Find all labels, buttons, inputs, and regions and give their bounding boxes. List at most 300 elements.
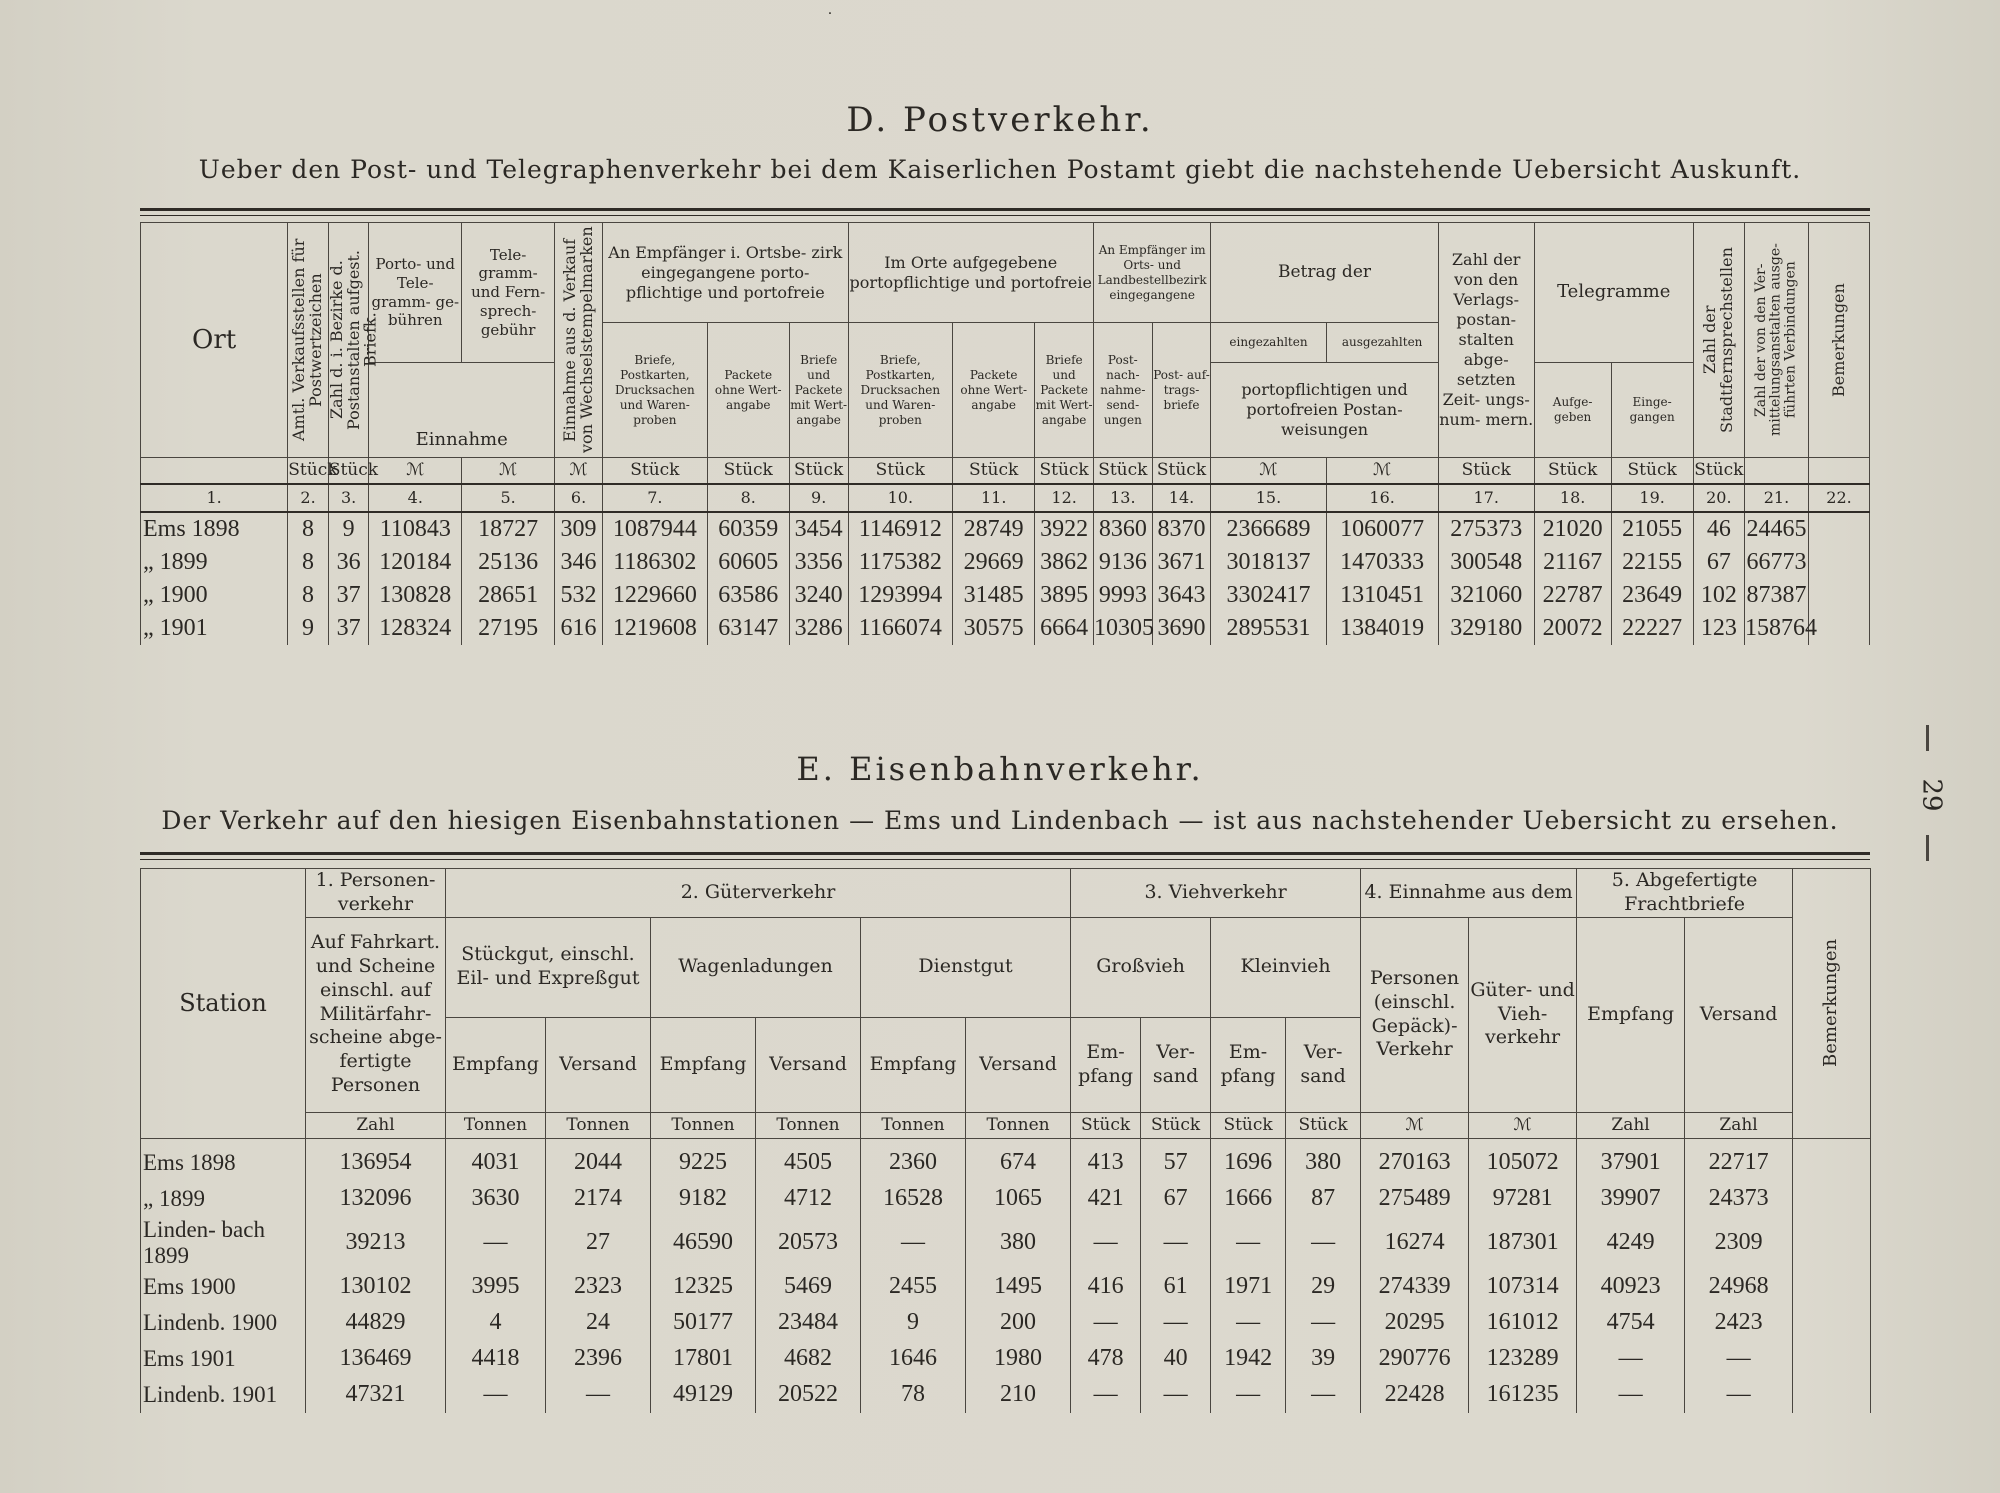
page-number: 29 xyxy=(1916,778,1947,812)
table-cell: 46 xyxy=(1693,512,1744,546)
table-e-top-rule-thin xyxy=(140,859,1870,860)
table-cell: — xyxy=(1071,1217,1141,1269)
table-cell: 9225 xyxy=(651,1138,756,1181)
header-nachnahme: Post- nach- nahme- send- ungen xyxy=(1093,323,1152,458)
table-cell: 2423 xyxy=(1685,1305,1793,1341)
table-row xyxy=(141,546,1870,579)
table-cell: 102 xyxy=(1693,579,1744,612)
column-number: 14. xyxy=(1152,484,1211,512)
table-cell: 300548 xyxy=(1438,546,1534,579)
header-wagenladungen: Wagenladungen xyxy=(651,917,861,1017)
header-einnahme: Einnahme xyxy=(369,363,555,458)
header-zeitungsnummern: Zahl der von den Verlags- postan- stalten abge- setzten Zeit- ungs- num- mern. xyxy=(1438,223,1534,458)
table-cell: 1495 xyxy=(966,1269,1071,1305)
table-cell: 22155 xyxy=(1611,546,1693,579)
unit-cell xyxy=(1744,458,1808,484)
table-cell: 8360 xyxy=(1093,512,1152,546)
table-cell: 2323 xyxy=(546,1269,651,1305)
table-cell: 275373 xyxy=(1438,512,1534,546)
table-cell: 4682 xyxy=(756,1341,861,1377)
table-cell: 329180 xyxy=(1438,612,1534,645)
table-cell: 1065 xyxy=(966,1181,1071,1217)
header-fracht-versand: Versand xyxy=(1685,917,1793,1112)
table-cell: 1310451 xyxy=(1326,579,1438,612)
header-verbindungen: Zahl der von den Ver- mittelungsanstalten ausge- führten Verbindungen xyxy=(1753,243,1799,437)
table-cell: 532 xyxy=(555,579,603,612)
table-cell: 6664 xyxy=(1035,612,1094,645)
table-cell: 66773 xyxy=(1744,546,1808,579)
table-cell: 9136 xyxy=(1093,546,1152,579)
column-number: 3. xyxy=(328,484,369,512)
table-cell: — xyxy=(546,1377,651,1413)
column-number: 4. xyxy=(369,484,462,512)
table-row xyxy=(141,1269,1871,1305)
table-cell: 1166074 xyxy=(848,612,953,645)
table-cell: — xyxy=(1141,1377,1211,1413)
table-cell: 8 xyxy=(288,512,329,546)
table-cell: — xyxy=(1211,1377,1286,1413)
table-cell: 39907 xyxy=(1577,1181,1685,1217)
top-marks: . xyxy=(827,2,1173,18)
row-label: „ 1899 xyxy=(141,1181,306,1217)
table-cell: 18727 xyxy=(462,512,555,546)
table-cell xyxy=(1793,1217,1871,1269)
table-cell: 110843 xyxy=(369,512,462,546)
table-cell: 616 xyxy=(555,612,603,645)
table-row xyxy=(141,579,1870,612)
table-cell: 200 xyxy=(966,1305,1071,1341)
table-cell: 130102 xyxy=(306,1269,446,1305)
unit-cell: Zahl xyxy=(1577,1112,1685,1138)
table-cell: 20573 xyxy=(756,1217,861,1269)
table-cell: 49129 xyxy=(651,1377,756,1413)
unit-cell: Stück xyxy=(1093,458,1152,484)
table-cell: 12325 xyxy=(651,1269,756,1305)
header-wagen-versand: Versand xyxy=(756,1017,861,1112)
header-stueckgut-empfang: Empfang xyxy=(446,1017,546,1112)
table-cell: 10305 xyxy=(1093,612,1152,645)
header-stueckgut: Stückgut, einschl. Eil- und Expreßgut xyxy=(446,917,651,1017)
table-cell: 187301 xyxy=(1469,1217,1577,1269)
table-row xyxy=(141,1377,1871,1413)
table-cell: — xyxy=(1211,1305,1286,1341)
table-cell: 2366689 xyxy=(1211,512,1326,546)
unit-cell xyxy=(141,458,288,484)
table-cell: 128324 xyxy=(369,612,462,645)
table-cell: 16274 xyxy=(1361,1217,1469,1269)
table-eisenbahnverkehr xyxy=(140,868,1871,1413)
table-cell: 158764 xyxy=(1744,612,1808,645)
table-cell xyxy=(1808,612,1869,645)
header-group-aufgegeben: Im Orte aufgegebene portopflichtige und portofreie xyxy=(848,223,1093,323)
unit-cell: Stück xyxy=(603,458,708,484)
unit-cell: Zahl xyxy=(1685,1112,1793,1138)
header-postanweisungen: portopflichtigen und portofreien Postan- weisungen xyxy=(1211,363,1438,458)
table-cell: 46590 xyxy=(651,1217,756,1269)
table-e-top-rule xyxy=(140,852,1870,855)
table-cell: 24373 xyxy=(1685,1181,1793,1217)
table-cell: 22787 xyxy=(1534,579,1611,612)
table-cell: 16528 xyxy=(861,1181,966,1217)
header-group-eingegangen: An Empfänger i. Ortsbe- zirk eingegangene porto- pflichtige und portofreie xyxy=(603,223,848,323)
table-cell: 37 xyxy=(328,579,369,612)
table-cell: — xyxy=(446,1377,546,1413)
table-cell: 2309 xyxy=(1685,1217,1793,1269)
table-cell: 36 xyxy=(328,546,369,579)
table-cell xyxy=(1808,579,1869,612)
header-wertbriefe-aufgegeben: Briefe und Packete mit Wert- angabe xyxy=(1035,323,1094,458)
header-kleinvieh: Kleinvieh xyxy=(1211,917,1361,1017)
header-stueckgut-versand: Versand xyxy=(546,1017,651,1112)
table-cell xyxy=(1793,1341,1871,1377)
table-cell: 123 xyxy=(1693,612,1744,645)
table-cell: 3302417 xyxy=(1211,579,1326,612)
section-d-title: D. Postverkehr. xyxy=(846,100,1154,140)
unit-cell: Stück xyxy=(1211,1112,1286,1138)
table-cell: 50177 xyxy=(651,1305,756,1341)
table-cell: 29669 xyxy=(953,546,1035,579)
table-cell: 87387 xyxy=(1744,579,1808,612)
column-number: 13. xyxy=(1093,484,1152,512)
unit-cell: Tonnen xyxy=(756,1112,861,1138)
table-cell: — xyxy=(1577,1341,1685,1377)
header-gross-versand: Ver- sand xyxy=(1141,1017,1211,1112)
header-klein-empfang: Em- pfang xyxy=(1211,1017,1286,1112)
unit-cell: ℳ xyxy=(1211,458,1326,484)
header-briefe-eingegangen: Briefe, Postkarten, Drucksachen und Waren- proben xyxy=(603,323,708,458)
table-cell: — xyxy=(1685,1377,1793,1413)
header-bemerkungen-e: Bemerkungen xyxy=(1820,939,1842,1068)
table-cell: 21055 xyxy=(1611,512,1693,546)
table-cell: 21167 xyxy=(1534,546,1611,579)
table-cell: 161235 xyxy=(1469,1377,1577,1413)
column-number: 22. xyxy=(1808,484,1869,512)
table-cell: 3862 xyxy=(1035,546,1094,579)
header-group-telegramme: Telegramme xyxy=(1534,223,1693,363)
column-number: 20. xyxy=(1693,484,1744,512)
header-eingezahlten: eingezahlten xyxy=(1211,323,1326,363)
table-cell: 1293994 xyxy=(848,579,953,612)
table-cell: 9 xyxy=(328,512,369,546)
header-dienst-empfang: Empfang xyxy=(861,1017,966,1112)
table-cell: 321060 xyxy=(1438,579,1534,612)
table-cell: 107314 xyxy=(1469,1269,1577,1305)
table-cell: 3240 xyxy=(789,579,848,612)
table-cell: 37 xyxy=(328,612,369,645)
table-cell: 309 xyxy=(555,512,603,546)
table-row xyxy=(141,612,1870,645)
table-cell: — xyxy=(1286,1217,1361,1269)
table-cell: 28749 xyxy=(953,512,1035,546)
table-cell: 346 xyxy=(555,546,603,579)
column-number: 12. xyxy=(1035,484,1094,512)
table-cell: 1384019 xyxy=(1326,612,1438,645)
table-cell: 4031 xyxy=(446,1138,546,1181)
column-number: 18. xyxy=(1534,484,1611,512)
unit-cell: ℳ xyxy=(1326,458,1438,484)
table-cell: 4 xyxy=(446,1305,546,1341)
table-cell: 5469 xyxy=(756,1269,861,1305)
table-row xyxy=(141,1305,1871,1341)
header-personenverkehr: 1. Personen- verkehr xyxy=(306,869,446,918)
table-cell: 1646 xyxy=(861,1341,966,1377)
table-cell: 4418 xyxy=(446,1341,546,1377)
header-tel-aufgegeben: Aufge- geben xyxy=(1534,363,1611,458)
unit-cell: Stück xyxy=(789,458,848,484)
column-number: 5. xyxy=(462,484,555,512)
table-cell: 1980 xyxy=(966,1341,1071,1377)
table-cell xyxy=(1793,1138,1871,1181)
table-cell: 29 xyxy=(1286,1269,1361,1305)
table-cell: 380 xyxy=(1286,1138,1361,1181)
table-cell: 44829 xyxy=(306,1305,446,1341)
table-cell xyxy=(1793,1305,1871,1341)
table-cell: 210 xyxy=(966,1377,1071,1413)
section-d-intro: Ueber den Post- und Telegraphenverkehr bei dem Kaiserlichen Postamt giebt die nachstehende Uebersicht Auskunft. xyxy=(198,155,1802,184)
header-group-landbestell: An Empfänger im Orts- und Landbestellbezirk eingegangene xyxy=(1093,223,1210,323)
row-label: „ 1900 xyxy=(141,579,288,612)
table-cell: 161012 xyxy=(1469,1305,1577,1341)
column-number: 15. xyxy=(1211,484,1326,512)
unit-cell: Stück xyxy=(1071,1112,1141,1138)
header-gueterverkehr: 2. Güterverkehr xyxy=(446,869,1071,918)
table-cell: 8370 xyxy=(1152,512,1211,546)
column-number: 1. xyxy=(141,484,288,512)
row-label: „ 1899 xyxy=(141,546,288,579)
header-briefkasten: Zahl d. i. Bezirke d. Postanstalten aufgest. Briefk. xyxy=(326,249,380,431)
table-cell: 2396 xyxy=(546,1341,651,1377)
table-cell: 274339 xyxy=(1361,1269,1469,1305)
table-cell xyxy=(1793,1181,1871,1217)
table-cell: 20295 xyxy=(1361,1305,1469,1341)
header-packete-eingegangen: Packete ohne Wert- angabe xyxy=(707,323,789,458)
column-number: 11. xyxy=(953,484,1035,512)
unit-cell: Stück xyxy=(1152,458,1211,484)
table-cell xyxy=(1808,546,1869,579)
table-cell: 24 xyxy=(546,1305,651,1341)
column-number: 2. xyxy=(288,484,329,512)
table-cell: 47321 xyxy=(306,1377,446,1413)
table-cell: 1470333 xyxy=(1326,546,1438,579)
table-cell: 60359 xyxy=(707,512,789,546)
table-cell: 290776 xyxy=(1361,1341,1469,1377)
unit-cell: Tonnen xyxy=(546,1112,651,1138)
column-number: 19. xyxy=(1611,484,1693,512)
table-cell: 28651 xyxy=(462,579,555,612)
table-cell: 25136 xyxy=(462,546,555,579)
row-label: Ems 1898 xyxy=(141,1138,306,1181)
header-dienstgut: Dienstgut xyxy=(861,917,1071,1017)
header-group-betrag: Betrag der xyxy=(1211,223,1438,323)
table-cell: 270163 xyxy=(1361,1138,1469,1181)
unit-cell: Tonnen xyxy=(651,1112,756,1138)
table-cell: — xyxy=(1071,1305,1141,1341)
table-row xyxy=(141,1181,1871,1217)
header-porto-gebuehren: Porto- und Tele- gramm- ge- bühren xyxy=(369,223,462,363)
table-cell: 1146912 xyxy=(848,512,953,546)
table-cell: 3922 xyxy=(1035,512,1094,546)
table-cell: 87 xyxy=(1286,1181,1361,1217)
table-cell: — xyxy=(446,1217,546,1269)
table-cell: 1087944 xyxy=(603,512,708,546)
table-cell: 421 xyxy=(1071,1181,1141,1217)
header-telegramm-gebuehr: Tele- gramm- und Fern- sprech- gebühr xyxy=(462,223,555,363)
table-cell: 31485 xyxy=(953,579,1035,612)
table-cell: 3286 xyxy=(789,612,848,645)
table-cell: 30575 xyxy=(953,612,1035,645)
column-number: 21. xyxy=(1744,484,1808,512)
unit-cell: Stück xyxy=(1611,458,1693,484)
section-e-intro: Der Verkehr auf den hiesigen Eisenbahnstationen — Ems und Lindenbach — ist aus nachstehender Uebersicht zu ersehen. xyxy=(161,806,1839,835)
header-verkaufsstellen: Amtl. Verkaufsstellen für Postwertzeichen xyxy=(289,238,326,442)
unit-cell: ℳ xyxy=(555,458,603,484)
table-cell: 61 xyxy=(1141,1269,1211,1305)
table-postverkehr xyxy=(140,222,1870,645)
table-cell: 9 xyxy=(288,612,329,645)
table-cell: 27 xyxy=(546,1217,651,1269)
page-number-dash-top xyxy=(1926,725,1929,751)
table-cell: 23649 xyxy=(1611,579,1693,612)
unit-cell: Tonnen xyxy=(446,1112,546,1138)
table-cell: 380 xyxy=(966,1217,1071,1269)
header-grossvieh: Großvieh xyxy=(1071,917,1211,1017)
table-cell: 1186302 xyxy=(603,546,708,579)
table-cell: 60605 xyxy=(707,546,789,579)
table-cell: 1696 xyxy=(1211,1138,1286,1181)
header-gross-empfang: Em- pfang xyxy=(1071,1017,1141,1112)
header-personen-zahl: Auf Fahrkart. und Scheine einschl. auf Militärfahr- scheine abge- fertigte Personen xyxy=(306,917,446,1112)
table-cell: 1229660 xyxy=(603,579,708,612)
table-cell: 57 xyxy=(1141,1138,1211,1181)
column-number: 17. xyxy=(1438,484,1534,512)
unit-cell: ℳ xyxy=(462,458,555,484)
table-cell: 674 xyxy=(966,1138,1071,1181)
table-cell: — xyxy=(1211,1217,1286,1269)
table-cell: 478 xyxy=(1071,1341,1141,1377)
header-briefe-aufgegeben: Briefe, Postkarten, Drucksachen und Waren- proben xyxy=(848,323,953,458)
table-cell: — xyxy=(1141,1217,1211,1269)
table-cell: 2895531 xyxy=(1211,612,1326,645)
header-wertbriefe-eingegangen: Briefe und Packete mit Wert- angabe xyxy=(789,323,848,458)
row-label: Lindenb. 1900 xyxy=(141,1305,306,1341)
table-cell: 3690 xyxy=(1152,612,1211,645)
table-cell: 67 xyxy=(1693,546,1744,579)
page-number-dash-bottom xyxy=(1926,835,1929,861)
table-cell: 9 xyxy=(861,1305,966,1341)
table-cell: 40 xyxy=(1141,1341,1211,1377)
header-ort: Ort xyxy=(141,223,288,458)
table-cell: — xyxy=(1685,1341,1793,1377)
table-cell: 275489 xyxy=(1361,1181,1469,1217)
table-cell: 136954 xyxy=(306,1138,446,1181)
unit-cell: Stück xyxy=(328,458,369,484)
row-label: Lindenb. 1901 xyxy=(141,1377,306,1413)
table-cell: 20072 xyxy=(1534,612,1611,645)
table-cell: 3630 xyxy=(446,1181,546,1217)
table-cell: 1942 xyxy=(1211,1341,1286,1377)
table-cell: 1219608 xyxy=(603,612,708,645)
table-cell: 9993 xyxy=(1093,579,1152,612)
row-label: „ 1901 xyxy=(141,612,288,645)
unit-cell: Zahl xyxy=(306,1112,446,1138)
table-cell: 416 xyxy=(1071,1269,1141,1305)
unit-cell: Stück xyxy=(1534,458,1611,484)
table-cell: — xyxy=(861,1217,966,1269)
header-fracht-empfang: Empfang xyxy=(1577,917,1685,1112)
table-cell: 97281 xyxy=(1469,1181,1577,1217)
table-cell: 3895 xyxy=(1035,579,1094,612)
row-label: Ems 1898 xyxy=(141,512,288,546)
table-cell: — xyxy=(1071,1377,1141,1413)
table-cell: 63586 xyxy=(707,579,789,612)
unit-cell: Stück xyxy=(1286,1112,1361,1138)
table-cell: 1971 xyxy=(1211,1269,1286,1305)
unit-cell: Stück xyxy=(848,458,953,484)
header-packete-aufgegeben: Packete ohne Wert- angabe xyxy=(953,323,1035,458)
table-cell: 123289 xyxy=(1469,1341,1577,1377)
table-cell: 1060077 xyxy=(1326,512,1438,546)
table-cell: — xyxy=(1141,1305,1211,1341)
table-row xyxy=(141,1217,1871,1269)
table-cell: 3995 xyxy=(446,1269,546,1305)
unit-cell: Tonnen xyxy=(966,1112,1071,1138)
table-cell: — xyxy=(1577,1377,1685,1413)
row-label: Ems 1900 xyxy=(141,1269,306,1305)
table-cell: 105072 xyxy=(1469,1138,1577,1181)
table-cell: — xyxy=(1286,1305,1361,1341)
header-personen-einnahme: Personen (einschl. Gepäck)- Verkehr xyxy=(1361,917,1469,1112)
table-cell: 22428 xyxy=(1361,1377,1469,1413)
table-cell: 3356 xyxy=(789,546,848,579)
row-label: Linden- bach 1899 xyxy=(141,1217,306,1269)
table-cell: 39 xyxy=(1286,1341,1361,1377)
header-ausgezahlten: ausgezahlten xyxy=(1326,323,1438,363)
table-cell: 78 xyxy=(861,1377,966,1413)
table-cell: — xyxy=(1286,1377,1361,1413)
column-number: 6. xyxy=(555,484,603,512)
unit-cell: Stück xyxy=(953,458,1035,484)
table-cell: 23484 xyxy=(756,1305,861,1341)
unit-cell: Stück xyxy=(1035,458,1094,484)
table-row xyxy=(141,512,1870,546)
unit-cell: Stück xyxy=(1141,1112,1211,1138)
table-cell: 37901 xyxy=(1577,1138,1685,1181)
table-cell xyxy=(1793,1269,1871,1305)
table-cell: 27195 xyxy=(462,612,555,645)
header-bemerkungen-d: Bemerkungen xyxy=(1828,283,1848,397)
header-viehverkehr: 3. Viehverkehr xyxy=(1071,869,1361,918)
table-cell: 24465 xyxy=(1744,512,1808,546)
table-cell: 22717 xyxy=(1685,1138,1793,1181)
header-frachtbriefe: 5. Abgefertigte Frachtbriefe xyxy=(1577,869,1793,918)
table-cell: 4505 xyxy=(756,1138,861,1181)
table-cell: 20522 xyxy=(756,1377,861,1413)
unit-cell: Stück xyxy=(707,458,789,484)
table-cell: 136469 xyxy=(306,1341,446,1377)
unit-cell: Stück xyxy=(288,458,329,484)
section-e-title: E. Eisenbahnverkehr. xyxy=(796,750,1204,788)
header-klein-versand: Ver- sand xyxy=(1286,1017,1361,1112)
table-cell: 130828 xyxy=(369,579,462,612)
unit-cell xyxy=(1808,458,1869,484)
header-tel-eingegangen: Einge- gangen xyxy=(1611,363,1693,458)
table-cell: 1666 xyxy=(1211,1181,1286,1217)
table-cell: 8 xyxy=(288,579,329,612)
header-einnahme-e: 4. Einnahme aus dem xyxy=(1361,869,1577,918)
table-cell: 39213 xyxy=(306,1217,446,1269)
table-cell: 67 xyxy=(1141,1181,1211,1217)
table-cell: 2174 xyxy=(546,1181,651,1217)
